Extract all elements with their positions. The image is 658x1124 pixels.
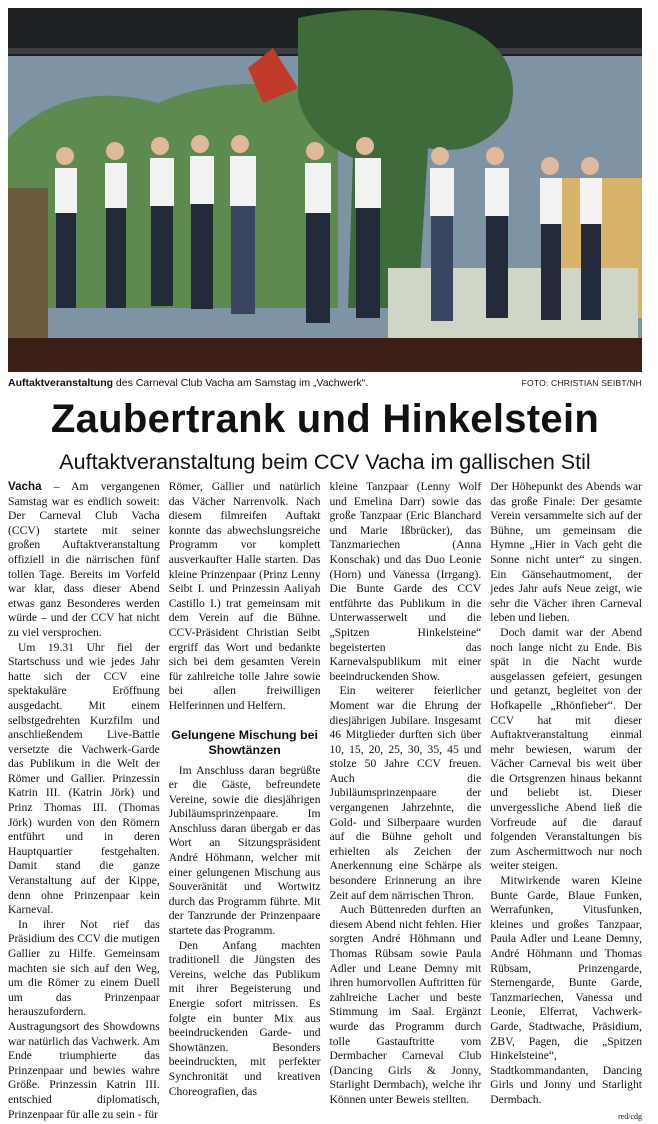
photo-stage-dancers-icon (8, 8, 642, 372)
photo-credit: FOTO: CHRISTIAN SEIBT/NH (521, 378, 642, 388)
photo-caption (8, 374, 642, 392)
paragraph: Doch damit war der Abend noch lange nicht zu Ende. Bis spät in die Nacht wurde ausgelassen gefeiert, gesungen und getanzt, begleitet von der Hofkapelle „Rhönfieber“. Der CCV hat mit dieser Auftaktveranstaltung einmal mehr bewiesen, warum der Vächer Carneval bis weit über die Ortsgrenzen hinaus bekannt und beliebt ist. Dieser unvergessliche Abend ließ die Vorfreude auf die darauf folgenden Veranstaltungen bis zum Aschermittwoch nur noch weiter steigen. (490, 625, 642, 873)
headline: Zaubertrank und Hinkelstein (50, 397, 600, 441)
caption-text: des Carneval Club Vacha am Samstag im „Vachwerk“. (113, 377, 369, 389)
paragraph: Mitwirkende waren Kleine Bunte Garde, Blaue Funken, Werrafunken, Vitusfunken, kleines und großes Tanzpaar, Paula Adler und Leane Demny, André Höhmann und Thomas Rübsam, Prinzengarde, Sternengarde, Bunte Garde, Tanzmariechen, Vanessa und Leonie, Elferrat, Vachwerk-Garde, Stadtwache, Präsidium, ZBV, Pagen, die „Spitzen Hinkelsteine“, Stadtkommandanten, Dancing Girls und Jonny und Starlight Dermbach. (490, 874, 642, 1106)
paragraph: Ein weiterer feierlicher Moment war die Ehrung der diesjährigen Jubilare. Insgesamt 46 Mitglieder durften sich über 10, 15, 20, 25, 30, 35, 45 und stolze 50 Jahre CCV freuen. Auch die Jubiläumsprinzenpaare der vergangenen Jahrzehnte, die Gold- und Silberpaare wurden auf die Bühne geholt und erhielten als Zeichen der Anerkennung eine Schärpe als besondere Erinnerung an ihre Zeit auf dem närrischen Thron. (329, 684, 482, 902)
paragraph: Römer, Gallier und natürlich das Vächer Narrenvolk. Nach diesem filmreifen Auftakt konnte das abwechslungsreiche Programm vor komplett ausverkaufter Halle starten. Das kleine Prinzenpaar (Prinz Lenny Seibt I. und Prinzessin Aaliyah Castillo I.) trat gemeinsam mit dem Verein auf die Bühne. CCV-Präsident Christian Seibt ergriff das Wort und bedankte sich bei dem gesamten Verein für zahlreiche tolle Jahre sowie bei allen freiwilligen Helferinnen und Helfern. (168, 480, 321, 712)
paragraph: Um 19.31 Uhr fiel der Startschuss und wie jedes Jahr hatte sich der CCV eine spektakuläre Eröffnung ausgedacht. Mit einem selbstgedrehten Kurzfilm und anschließendem Live-Battle versetzte die Vachwerk-Garde das Publikum in die Welt der Römer und Gallier. Prinzessin Katrin III. (Katrin Jörk) und Prinz Thomas III. (Thomas Jörk) wurden von den Römern entführt und in deren Hauptquartier festgehalten. Damit stand die ganze Veranstaltung auf der Kippe, denn ohne Prinzenpaar kein Karneval. (8, 640, 160, 917)
paragraph: Den Anfang machten traditionell die Jüngsten des Vereins, welche das Publikum mit ihrer Begeisterung und Energie sofort mitrissen. Es folgte ein bunter Mix aus beeindruckenden Garde- und Showtänzen. Besonders beeindruckten, mit perfekter Synchronität und kreativen Choreografien, das (168, 938, 321, 1098)
paragraph: Im Anschluss daran begrüßte er die Gäste, befreundete Vereine, sowie die diesjährigen Jubiläumsprinzenpaare. Im Anschluss daran übergab er das Wort an Sitzungspräsident André Höhmann, welcher mit einer gelungenen Mischung aus Souveränität und Wortwitz durch das Programm führte. Mit der Tanzrunde der Prinzenpaare startete das Programm. (168, 763, 321, 938)
section-heading: Gelungene Mischung bei Showtänzen (171, 727, 318, 757)
article-body (8, 480, 642, 1121)
paragraph: kleine Tanzpaar (Lenny Wolf und Emelina Darr) sowie das große Tanzpaar (Eric Blanchard und Marie Ißbrücker), das Tanzmariechen (Anna Konschak) und das Duo Leonie (Horn) und Vanessa (Irrgang). Die Bunte Garde des CCV entführte das Publikum in die Unterwasserwelt und die „Spitzen Hinkelsteine“ begeisterten das Karnevalspublikum mit einer beeindruckenden Show. (329, 480, 482, 683)
paragraph: Der Höhepunkt des Abends war das große Finale: Der gesamte Verein versammelte sich auf der Bühne, um gemeinsam die Hymne „Hier in Vach geht die Sonne nicht unter“ zu singen. Ein Gänsehautmoment, der jedes Jahr aufs Neue zeigt, wie sehr die Vächer ihren Carneval leben und lieben. (490, 480, 642, 625)
article-photo (8, 8, 642, 372)
author-signature: red/cdg (618, 1111, 642, 1121)
paragraph: In ihrer Not rief das Präsidium des CCV die mutigen Gallier zu Hilfe. Gemeinsam machten sie sich auf den Weg, um die Römer zu einem Duell um das Prinzenpaar herauszufordern. Austragungsort des Showdowns war natürlich das Vachwerk. Am Ende triumphierte das Prinzenpaar und bewies wahre Größe. Prinzessin Katrin III. entschied diplomatisch, Prinzenpaar für alle zu sein - für (8, 917, 160, 1121)
paragraph: Vacha – Am vergangenen Samstag war es endlich soweit: Der Carneval Club Vacha (CCV) startete mit seiner großen Auftaktveranstaltung offiziell in die närrischen fünf tollen Tage. Bereits im Vorfeld war klar, dass dieser Abend etwas ganz Besonderes werden würde – und der CCV hat nicht zu viel versprochen. (8, 480, 160, 639)
paragraph: Auch Büttenreden durften an diesem Abend nicht fehlen. Hier sorgten André Höhmann und Thomas Rübsam sowie Paula Adler und Leane Demny mit ihren humorvollen Auftritten für zahlreiche Lacher und beste Stimmung im Saal. Ergänzt wurde das Programm durch tolle Gastauftritte vom Dermbacher Carneval Club (Dancing Girls & Jonny, Starlight Dermbach), welche ihr Können unter Beweis stellten. (329, 903, 482, 1106)
subheadline: Auftaktveranstaltung beim CCV Vacha im gallischen Stil (59, 450, 591, 474)
caption-bold: Auftaktveranstaltung (8, 377, 114, 389)
article-column-4 (490, 480, 642, 1121)
article-column-1 (8, 480, 160, 1121)
article-column-2 (168, 480, 321, 1098)
article-column-3 (329, 480, 482, 1106)
dateline: Vacha (8, 480, 42, 493)
